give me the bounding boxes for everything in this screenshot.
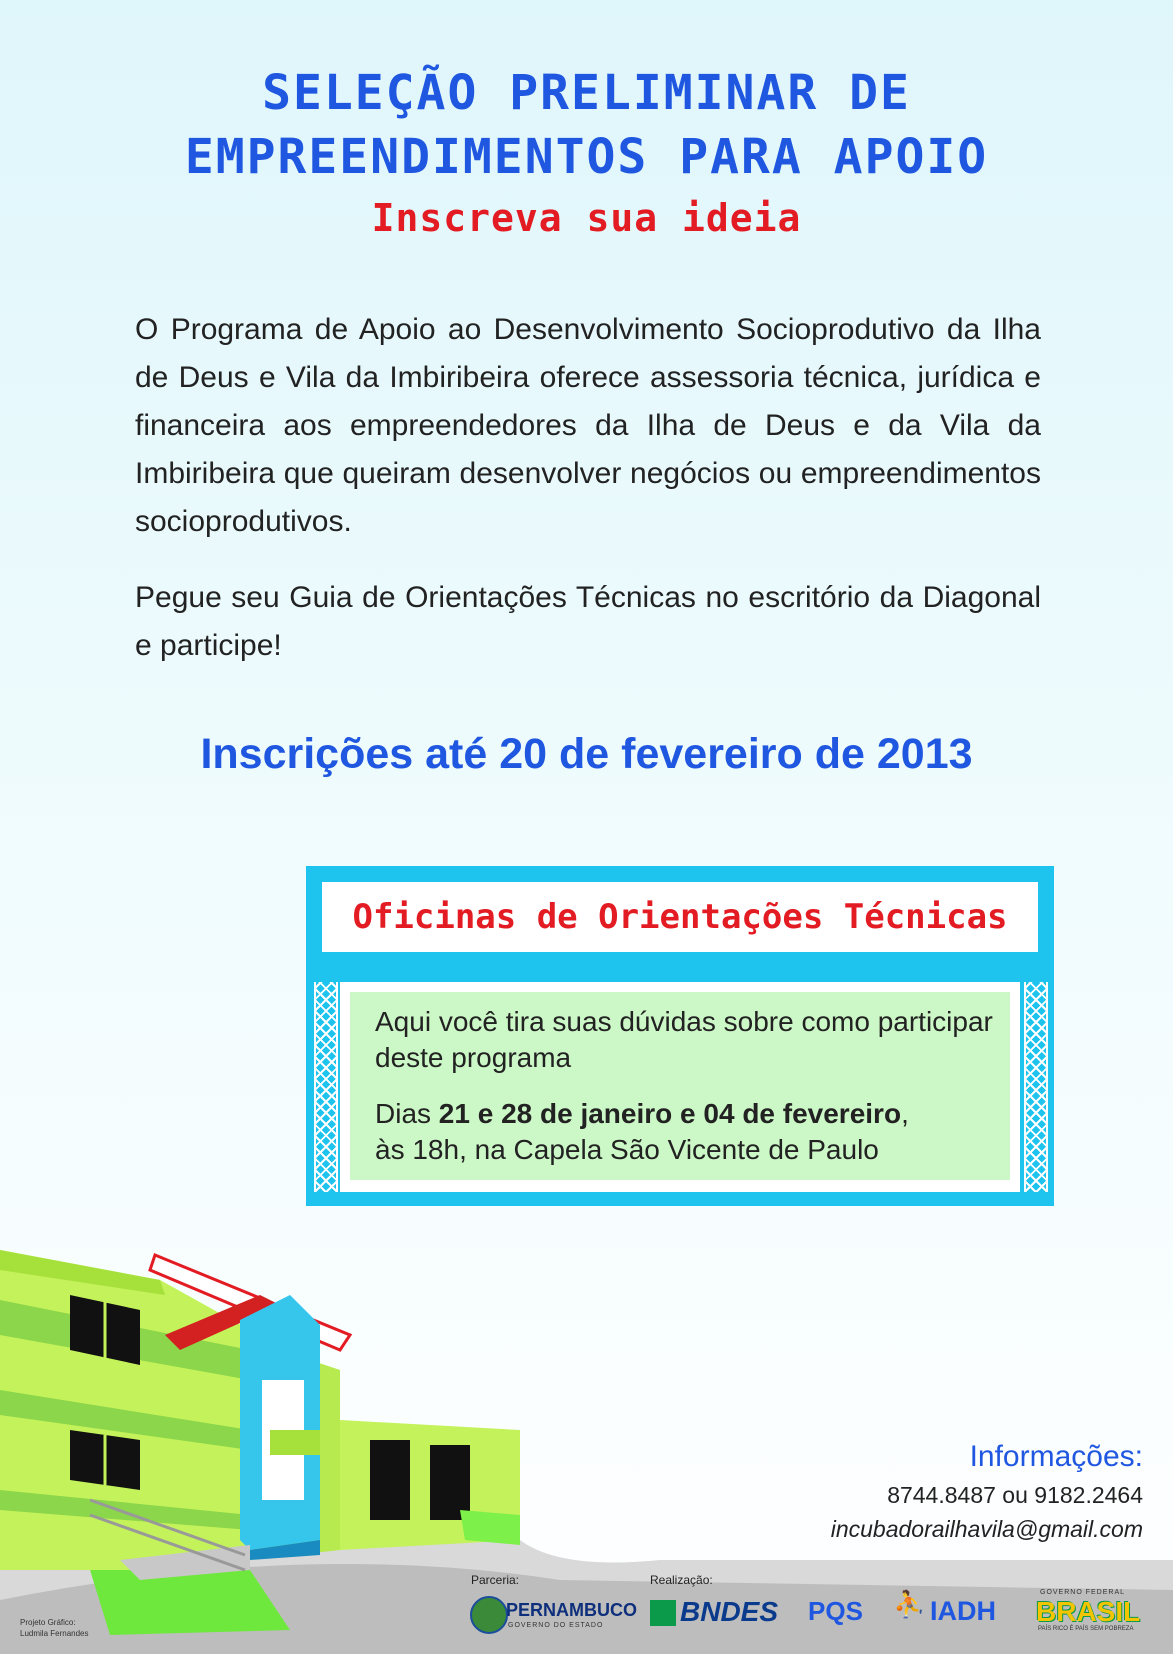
credits-line-2: Ludmila Fernandes (20, 1629, 89, 1638)
brasil-sub: PAÍS RICO É PAÍS SEM POBREZA (1038, 1626, 1134, 1632)
parceria-label: Parceria: (471, 1573, 520, 1587)
workshop-dates (375, 1096, 995, 1132)
subtitle: Inscreva sua ideia (371, 196, 802, 240)
info-phones: 8744.8487 ou 9182.2464 (887, 1482, 1143, 1508)
lattice-left (314, 982, 338, 1192)
dates-suffix: , (901, 1098, 909, 1129)
realizacao-label: Realização: (650, 1573, 713, 1587)
credits-line-1: Projeto Gráfico: (20, 1618, 76, 1627)
info-title: Informações: (969, 1440, 1143, 1473)
info-email: incubadorailhavila@gmail.com (830, 1516, 1143, 1542)
guide-paragraph: Pegue seu Guia de Orientações Técnicas no escritório da Diagonal e participe! (135, 581, 1041, 662)
workshop-description: Aqui você tira suas dúvidas sobre como participar deste programa (375, 1006, 993, 1073)
deadline-text: Inscrições até 20 de fevereiro de 2013 (200, 730, 973, 778)
workshop-title: Oficinas de Orientações Técnicas (352, 897, 1008, 937)
pernambuco-logo: PERNAMBUCO (506, 1600, 638, 1620)
bndes-mark-icon (650, 1600, 676, 1626)
brasil-logo: BRASIL (1036, 1596, 1141, 1627)
title-line-2: EMPREENDIMENTOS PARA APOIO (184, 129, 989, 185)
intro-paragraph: O Programa de Apoio ao Desenvolvimento Socioprodutivo da Ilha de Deus e Vila da Imbiribeira oferece assessoria técnica, jurídica e financeira aos empreendedores da Ilha de Deus e da Vila da Imbiribeira que queiram desenvolver negócios ou empreendimentos socioprodutivos. (135, 313, 1041, 538)
iadh-people-icon: ⛹ (893, 1590, 926, 1620)
lattice-right (1024, 982, 1048, 1192)
pernambuco-seal-icon (470, 1596, 508, 1634)
pqs-logo: PQS (808, 1596, 863, 1626)
brasil-top: GOVERNO FEDERAL (1040, 1589, 1126, 1596)
iadh-logo: IADH (930, 1596, 996, 1626)
workshop-location: às 18h, na Capela São Vicente de Paulo (375, 1134, 879, 1165)
pernambuco-sub: GOVERNO DO ESTADO (508, 1622, 604, 1629)
dates-bold: 21 e 28 de janeiro e 04 de fevereiro (438, 1098, 902, 1129)
dates-prefix: Dias (375, 1098, 439, 1129)
credits (20, 1617, 88, 1639)
bndes-logo: BNDES (680, 1596, 779, 1627)
title-line-1: SELEÇÃO PRELIMINAR DE (262, 65, 911, 121)
